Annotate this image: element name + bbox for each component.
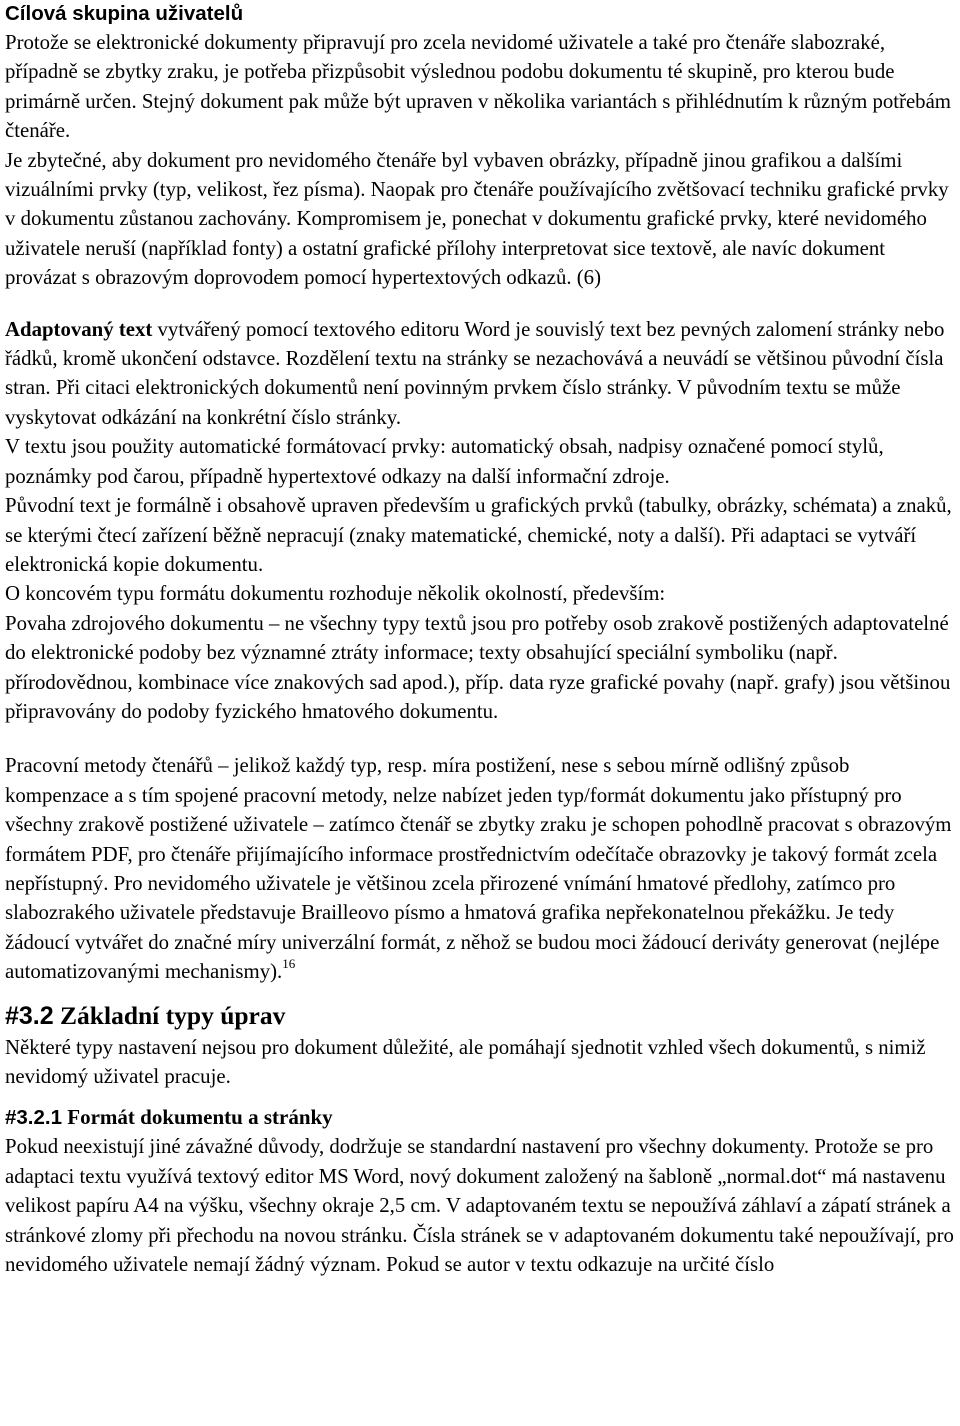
paragraph-text: vytvářený pomocí textového editoru Word je souvislý text bez pevných zalomení stránky nebo řádků, kromě ukončení odstavce. Rozdělení textu na stránky se nezachovává a neuvádí se většinou původní čísla stran. Při citaci elektronických dokumentů není povinným prvkem číslo stránky. V původním textu se může vyskytovat odkázání na konkrétní číslo stránky. <box>5 317 945 429</box>
paragraph-work-methods <box>5 751 954 986</box>
paragraph: Původní text je formálně i obsahově upraven především u grafických prvků (tabulky, obrázky, schémata) a znaků, se kterými čtecí zařízení běžně nepracují (znaky matematické, chemické, noty a další). Při adaptaci se vytváří elektronická kopie dokumentu. <box>5 494 952 576</box>
paragraph: Protože se elektronické dokumenty připravují pro zcela nevidomé uživatele a také pro čtenáře slabozraké, případně se zbytky zraku, je potřeba přizpůsobit výslednou podobu dokumentu té skupině, pro kterou bude primárně určen. Stejný dokument pak může být upraven v několika variantách s přihlédnutím k různým potřebám čtenáře. <box>5 31 951 143</box>
paragraph: Povaha zdrojového dokumentu – ne všechny typy textů jsou pro potřeby osob zrakově postižených adaptovatelné do elektronické podoby bez významné ztráty informace; texty obsahující speciální symboliku (např. přírodovědnou, kombinace více znakových sad apod.), příp. data ryze grafické povahy (např. grafy) jsou většinou připravovány do podoby fyzického hmatového dokumentu. <box>5 611 951 723</box>
paragraph: O koncovém typu formátu dokumentu rozhoduje několik okolností, především: <box>5 582 666 606</box>
heading-number: #3.2.1 <box>5 1106 62 1130</box>
footnote-reference[interactable]: 16 <box>282 956 296 972</box>
heading-number: #3.2 <box>5 1001 54 1030</box>
paragraph: Některé typy nastavení nejsou pro dokument důležité, ale pomáhají sjednotit vzhled všech dokumentů, s nimiž nevidomý uživatel pracuje. <box>5 1035 926 1088</box>
paragraph-text: Pracovní metody čtenářů – jelikož každý typ, resp. míra postižení, nese s sebou mírně odlišný způsob kompenzace a s tím spojené pracovní metody, nelze nabízet jeden typ/formát dokumentu jako přístupný pro všechny zrakově postižené uživatele – zatímco čtenář se zbytky zraku je schopen pohodlně pracovat s obrazovým formátem PDF, pro čtenáře přijímajícího informace prostřednictvím odečítače obrazovky je takový formát zcela nepřístupný. Pro nevidomého uživatele je většinou zcela přirozené vnímání hmatové předlohy, zatímco pro slabozrakého uživatele představuje Brailleovo písmo a hmatová grafika nepřekonatelnou překážku. Je tedy žádoucí vytvářet do značné míry univerzální formát, z něhož se budou moci žádoucí deriváty generovat (nejlépe automatizovanými mechanismy). <box>5 754 952 984</box>
section-heading-target-group: Cílová skupina uživatelů <box>5 2 244 25</box>
heading-text: Základní typy úprav <box>53 1000 286 1030</box>
paragraph: Pokud neexistují jiné závažné důvody, dodržuje se standardní nastavení pro všechny dokumenty. Protože se pro adaptaci textu využívá textový editor MS Word, nový dokument založený na šabloně „normal.dot“ má nastavenu velikost papíru A4 na výšku, všechny okraje 2,5 cm. V adaptovaném textu se nepoužívá záhlaví a zápatí stránek a stránkové zlomy při přechodu na novou stránku. Čísla stránek se v adaptovaném dokumentu také nepoužívají, pro nevidomého uživatele nemají žádný význam. Pokud se autor v textu odkazuje na určité číslo <box>5 1135 954 1277</box>
paragraph: Je zbytečné, aby dokument pro nevidomého čtenáře byl vybaven obrázky, případně jinou grafikou a dalšími vizuálními prvky (typ, velikost, řez písma). Naopak pro čtenáře používajícího zvětšovací techniku grafické prvky v dokumentu zůstanou zachovány. Kompromisem je, ponechat v dokumentu grafické prvky, které nevidomého uživatele neruší (například fonty) a ostatní grafické přílohy interpretovat sice textově, ale navíc dokument provázat s obrazovým doprovodem pomocí hypertextových odkazů. (6) <box>5 148 949 290</box>
paragraph: V textu jsou použity automatické formátovací prvky: automatický obsah, nadpisy označené pomocí stylů, poznámky pod čarou, případně hypertextové odkazy na další informační zdroje. <box>5 435 884 488</box>
heading-text: Formát dokumentu a stránky <box>62 1105 333 1130</box>
bold-term: Adaptovaný text <box>5 317 153 341</box>
paragraph-adapted-text <box>5 315 954 433</box>
section-heading-basic-types <box>5 999 954 1033</box>
section-heading-document-format <box>5 1103 954 1132</box>
